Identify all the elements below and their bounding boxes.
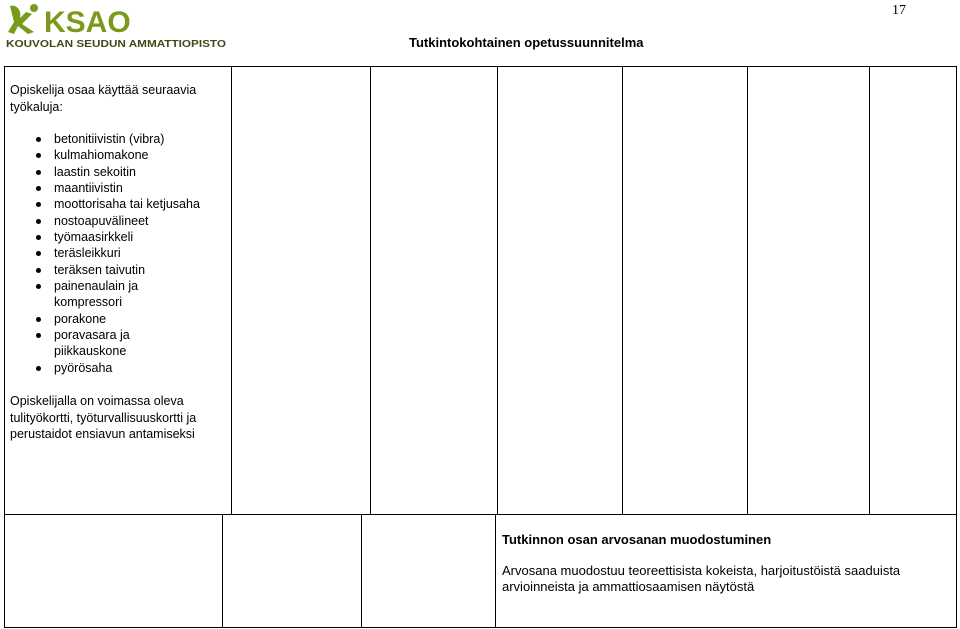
list-item: pyörösaha [36, 360, 216, 376]
list-item: poravasara ja piikkauskone [36, 327, 154, 360]
list-item: moottorisaha tai ketjusaha [36, 196, 216, 212]
list-item: teräsleikkuri [36, 245, 216, 261]
list-item: porakone [36, 311, 216, 327]
grade-heading: Tutkinnon osan arvosanan muodostuminen [502, 532, 772, 547]
logo-subtitle: KOUVOLAN SEUDUN AMMATTIOPISTO [6, 38, 226, 50]
list-item: maantiivistin [36, 180, 216, 196]
permits-text: Opiskelijalla on voimassa oleva tulityökortti, työturvallisuuskortti ja perustaidot ensiavun antamiseksi [10, 394, 197, 441]
page-number: 17 [892, 3, 906, 18]
tools-list [36, 131, 216, 376]
list-item: kulmahiomakone [36, 147, 216, 163]
tools-intro: Opiskelija osaa käyttää seuraavia työkaluja: [10, 83, 197, 114]
list-item: työmaasirkkeli [36, 229, 216, 245]
list-item: nostoapuvälineet [36, 213, 216, 229]
list-item: laastin sekoitin [36, 164, 216, 180]
document-title: Tutkintokohtainen opetussuunnitelma [409, 35, 644, 50]
logo-wordmark: KSAO [44, 6, 131, 39]
grade-description: Arvosana muodostuu teoreettisista kokeista, harjoitustöistä saaduista arvioinneista ja ammattiosaamisen näytöstä [502, 563, 901, 594]
list-item: betonitiivistin (vibra) [36, 131, 216, 147]
list-item: teräksen taivutin [36, 262, 216, 278]
list-item: painenaulain ja kompressori [36, 278, 154, 311]
